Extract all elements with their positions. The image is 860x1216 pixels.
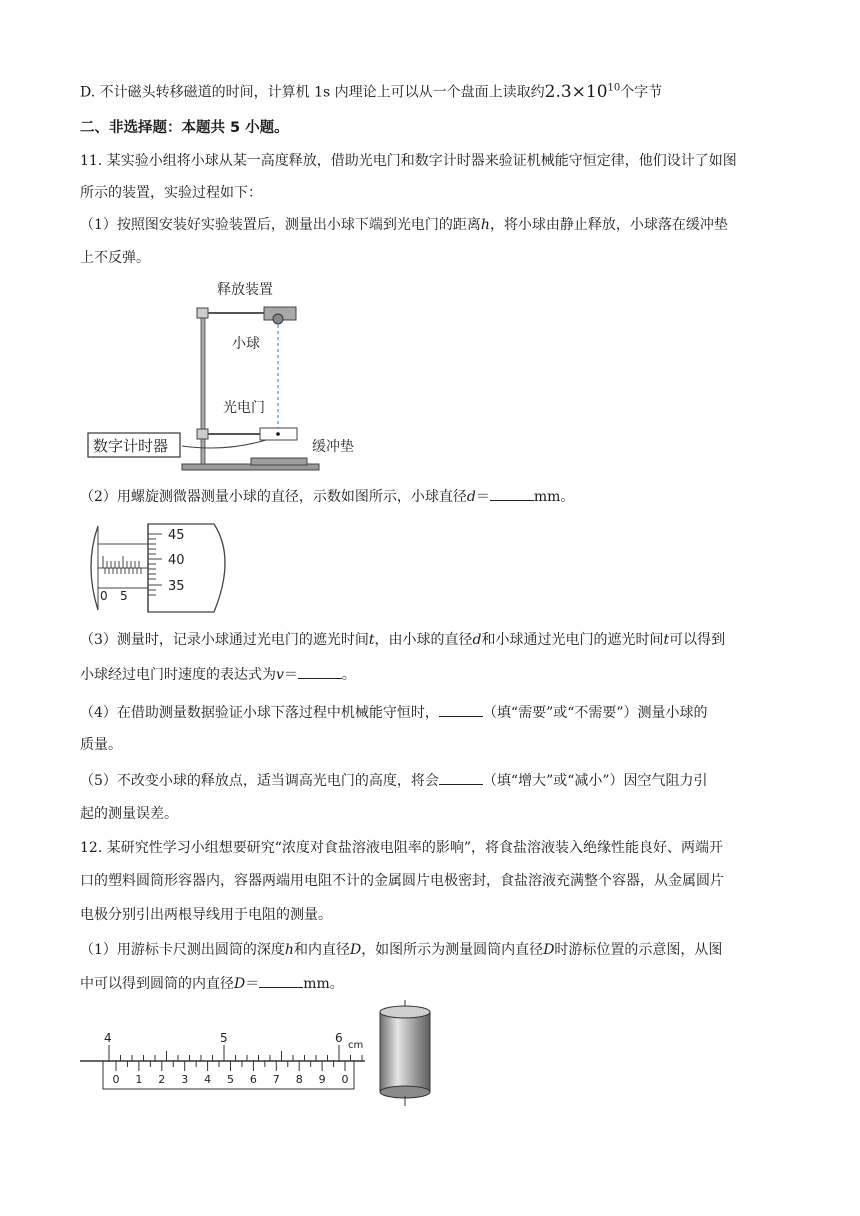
vernier-label: 4	[204, 1073, 212, 1086]
q11-part4-line1: （4）在借助测量数据验证小球下落过程中机械能守恒时， （填“需要”或“不需要”）测量小球的	[80, 702, 708, 723]
stand-pole	[201, 312, 205, 464]
answer-blank	[490, 486, 534, 501]
q11-part3-line1: （3）测量时，记录小球通过光电门的遮光时间t，由小球的直径d和小球通过光电门的遮光时间t可以得到	[80, 632, 726, 648]
ball-label: 小球	[232, 336, 260, 352]
timer-cable	[182, 440, 266, 448]
answer-blank	[298, 664, 342, 679]
q11-part5-line2: 起的测量误差。	[80, 806, 178, 822]
section-heading: 二、非选择题：本题共 5 小题。	[80, 120, 289, 136]
vernier-label: 7	[272, 1073, 280, 1086]
vernier-label: 5	[227, 1073, 234, 1086]
q11-intro-1: 11. 某实验小组将小球从某一高度释放，借助光电门和数字计时器来验证机械能守恒定律，他们设计了如图	[80, 153, 737, 169]
main-label-5: 5	[220, 1031, 228, 1045]
cushion-label: 缓冲垫	[312, 439, 354, 455]
vernier-label: 3	[181, 1073, 189, 1086]
micrometer-figure	[86, 518, 246, 614]
answer-blank	[439, 770, 483, 785]
q11-part2: （2）用螺旋测微器测量小球的直径，示数如图所示，小球直径d＝ mm。	[80, 486, 574, 507]
q12-intro-2: 口的塑料圆筒形容器内，容器两端用电阻不计的金属圆片电极密封，食盐溶液充满整个容器，从金属圆片	[80, 873, 724, 889]
q11-intro-2: 所示的装置，实验过程如下：	[80, 185, 262, 201]
q12-intro-1: 12. 某研究性学习小组想要研究“浓度对食盐溶液电阻率的影响”，将食盐溶液装入绝缘性能良好、两端开	[80, 840, 724, 856]
answer-blank	[439, 702, 483, 717]
vernier-labels	[113, 1073, 349, 1086]
cylinder-figure	[376, 1000, 436, 1106]
thimble-label-45: 45	[168, 528, 185, 543]
option-d	[80, 78, 662, 103]
q11-part1-line2: 上不反弹。	[80, 250, 150, 266]
q11-part3-line2: 小球经过电门时速度的表达式为v＝ 。	[80, 664, 356, 685]
q12-intro-3: 电极分别引出两根导线用于电阻的测量。	[80, 907, 332, 923]
q11-part5-line1: （5）不改变小球的释放点，适当调高光电门的高度，将会 （填“增大”或“减小”）因空气阻力引	[80, 770, 708, 791]
option-d-value: $2.3\times 10^{10}$	[544, 81, 621, 102]
apparatus-figure	[86, 276, 366, 476]
vernier-scale	[102, 1061, 362, 1091]
vernier-label: 9	[318, 1073, 326, 1086]
cylinder-body	[380, 1012, 430, 1092]
photogate-label: 光电门	[223, 400, 265, 416]
ball	[273, 314, 283, 324]
vernier-label: 0	[341, 1073, 349, 1086]
unit-label: cm	[348, 1040, 364, 1051]
vernier-label: 2	[158, 1073, 166, 1086]
vernier-label: 0	[112, 1073, 120, 1086]
vernier-label: 8	[295, 1073, 303, 1086]
timer-label: 数字计时器	[93, 437, 169, 455]
q11-part4-line2: 质量。	[80, 737, 122, 753]
thimble	[148, 524, 225, 612]
q12-part1-line1: （1）用游标卡尺测出圆筒的深度h和内直径D，如图所示为测量圆筒内直径D时游标位置的示意图，从图	[80, 942, 723, 958]
cushion	[251, 458, 307, 465]
vernier-label: 1	[135, 1073, 143, 1086]
main-label-4: 4	[104, 1031, 112, 1045]
cylinder-top	[380, 1006, 430, 1018]
option-d-unit: 个字节	[620, 84, 663, 101]
thimble-label-35: 35	[168, 579, 185, 594]
q11-part1-line1: （1）按照图安装好实验装置后，测量出小球下端到光电门的距离h，将小球由静止释放，小球落在缓冲垫	[80, 217, 728, 233]
sleeve-label-5: 5	[120, 589, 128, 603]
sleeve-label-0: 0	[100, 589, 108, 603]
vernier-ticks	[116, 1061, 345, 1071]
main-label-6: 6	[335, 1031, 343, 1045]
answer-blank	[259, 973, 303, 988]
main-scale-ticks	[109, 1045, 362, 1061]
option-d-text: D. 不计磁头转移磁道的时间，计算机 1s 内理论上可以从一个盘面上读取约	[80, 84, 545, 101]
vernier-label: 6	[249, 1073, 257, 1086]
q12-part1-line2: 中可以得到圆筒的内直径D＝ mm。	[80, 973, 344, 994]
release-device-label: 释放装置	[217, 282, 273, 298]
thimble-label-40: 40	[168, 553, 185, 568]
